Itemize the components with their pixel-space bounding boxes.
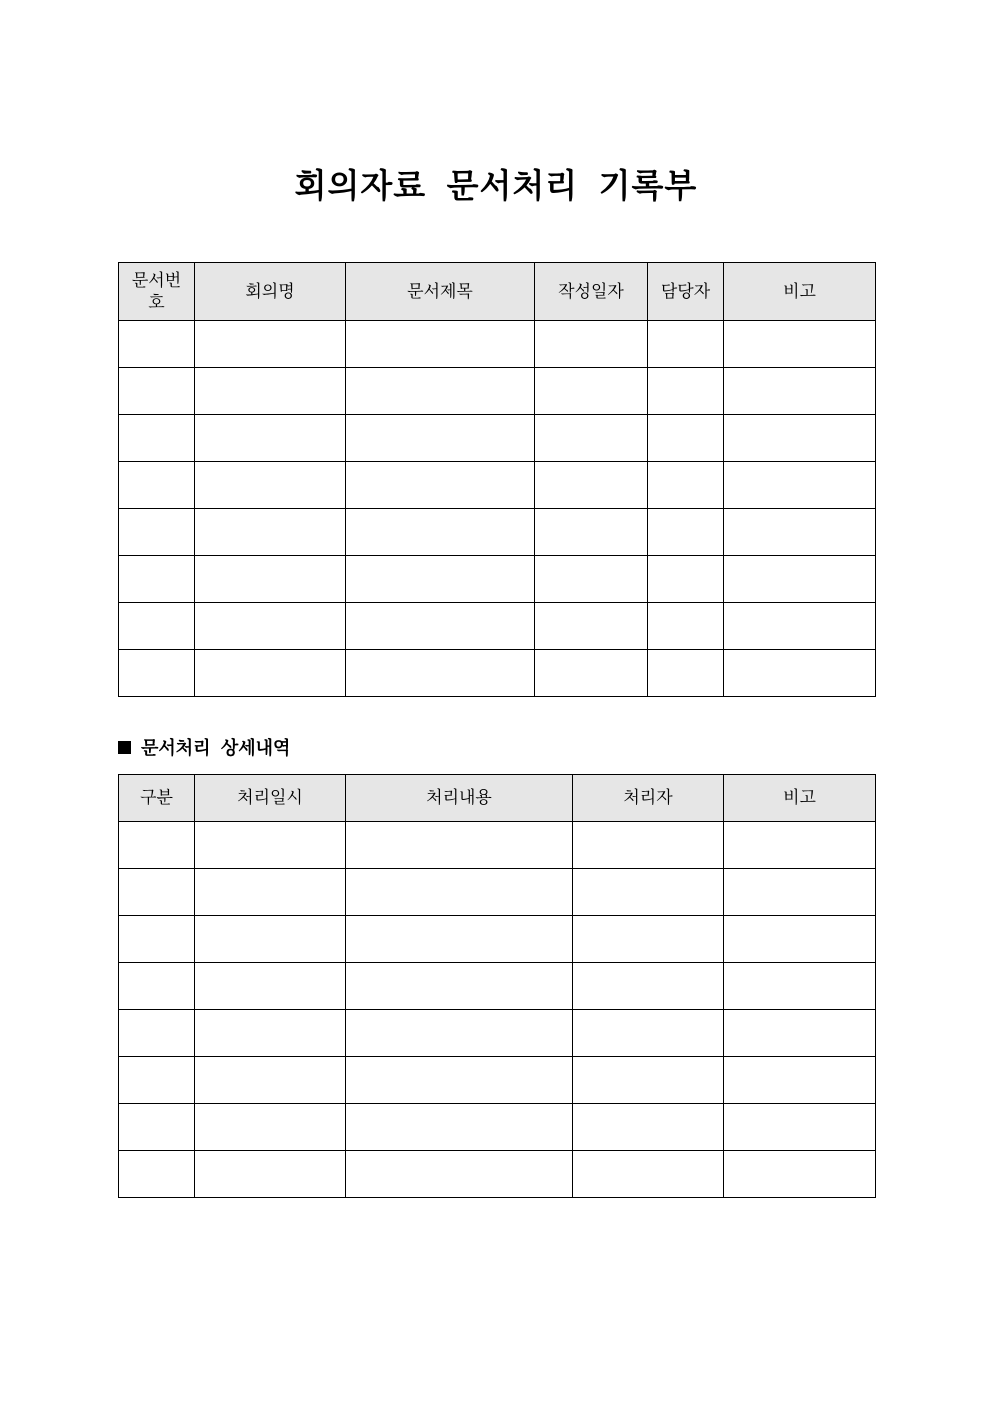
table-row	[119, 916, 876, 963]
table-cell[interactable]	[119, 963, 195, 1010]
table-cell[interactable]	[724, 603, 876, 650]
table-cell[interactable]	[119, 1057, 195, 1104]
table-row	[119, 415, 876, 462]
table-cell[interactable]	[724, 321, 876, 368]
table-cell[interactable]	[119, 415, 195, 462]
table-cell[interactable]	[724, 509, 876, 556]
table-cell[interactable]	[195, 916, 346, 963]
table-cell[interactable]	[573, 963, 724, 1010]
table-row	[119, 603, 876, 650]
table-cell[interactable]	[724, 1057, 876, 1104]
table-cell[interactable]	[573, 822, 724, 869]
table-cell[interactable]	[535, 556, 648, 603]
document-log-table	[118, 262, 876, 697]
header-processed-at: 처리일시	[195, 775, 346, 822]
table-row	[119, 462, 876, 509]
table-cell[interactable]	[119, 1010, 195, 1057]
table-cell[interactable]	[195, 462, 346, 509]
table-cell[interactable]	[346, 869, 573, 916]
header-doc-title: 문서제목	[346, 263, 535, 321]
table-cell[interactable]	[724, 650, 876, 697]
table-cell[interactable]	[346, 556, 535, 603]
header-doc-number: 문서번호	[119, 263, 195, 321]
table-row	[119, 869, 876, 916]
table-row	[119, 321, 876, 368]
table-cell[interactable]	[119, 509, 195, 556]
table-cell[interactable]	[346, 415, 535, 462]
table-cell[interactable]	[648, 321, 724, 368]
table-cell[interactable]	[195, 556, 346, 603]
table-row	[119, 822, 876, 869]
table-row	[119, 1151, 876, 1198]
table-cell[interactable]	[535, 321, 648, 368]
table-cell[interactable]	[724, 462, 876, 509]
header-processing-content: 처리내용	[346, 775, 573, 822]
header-remarks: 비고	[724, 263, 876, 321]
table-cell[interactable]	[346, 368, 535, 415]
table-cell[interactable]	[195, 368, 346, 415]
header-written-date: 작성일자	[535, 263, 648, 321]
table-row	[119, 1010, 876, 1057]
header-remarks: 비고	[724, 775, 876, 822]
table-cell[interactable]	[648, 462, 724, 509]
table-cell[interactable]	[195, 1010, 346, 1057]
header-meeting-name: 회의명	[195, 263, 346, 321]
table-row	[119, 1104, 876, 1151]
table-cell[interactable]	[119, 1104, 195, 1151]
table-cell[interactable]	[724, 963, 876, 1010]
table-cell[interactable]	[573, 1151, 724, 1198]
table-cell[interactable]	[346, 1057, 573, 1104]
table-cell[interactable]	[195, 1057, 346, 1104]
table-cell[interactable]	[195, 321, 346, 368]
table-cell[interactable]	[535, 462, 648, 509]
table-cell[interactable]	[535, 415, 648, 462]
table-cell[interactable]	[195, 509, 346, 556]
table-cell[interactable]	[195, 1151, 346, 1198]
table-cell[interactable]	[346, 1010, 573, 1057]
table-cell[interactable]	[119, 462, 195, 509]
table-cell[interactable]	[119, 822, 195, 869]
table-cell[interactable]	[648, 603, 724, 650]
header-person-in-charge: 담당자	[648, 263, 724, 321]
table-cell[interactable]	[119, 603, 195, 650]
table-cell[interactable]	[648, 509, 724, 556]
table-cell[interactable]	[724, 822, 876, 869]
table-cell[interactable]	[648, 415, 724, 462]
processing-detail-table	[118, 774, 876, 1198]
table-cell[interactable]	[195, 822, 346, 869]
table-cell[interactable]	[573, 1104, 724, 1151]
black-square-icon	[118, 741, 131, 754]
table-cell[interactable]	[648, 556, 724, 603]
table-cell[interactable]	[648, 650, 724, 697]
table-cell[interactable]	[346, 822, 573, 869]
table-cell[interactable]	[573, 1057, 724, 1104]
table-cell[interactable]	[119, 1151, 195, 1198]
table-cell[interactable]	[648, 368, 724, 415]
table-cell[interactable]	[195, 1104, 346, 1151]
table-row	[119, 1057, 876, 1104]
table-cell[interactable]	[573, 869, 724, 916]
page-title: 회의자료 문서처리 기록부	[294, 166, 698, 205]
table-cell[interactable]	[119, 321, 195, 368]
table-cell[interactable]	[346, 321, 535, 368]
header-processor: 처리자	[573, 775, 724, 822]
table-cell[interactable]	[346, 603, 535, 650]
table-cell[interactable]	[535, 509, 648, 556]
table-cell[interactable]	[119, 650, 195, 697]
table-cell[interactable]	[346, 916, 573, 963]
table-cell[interactable]	[573, 1010, 724, 1057]
table-cell[interactable]	[724, 916, 876, 963]
table-cell[interactable]	[724, 1010, 876, 1057]
table-cell[interactable]	[346, 462, 535, 509]
table-cell[interactable]	[119, 869, 195, 916]
table-cell[interactable]	[724, 368, 876, 415]
table-cell[interactable]	[573, 916, 724, 963]
table-cell[interactable]	[724, 1151, 876, 1198]
table-row	[119, 650, 876, 697]
table-cell[interactable]	[346, 509, 535, 556]
table-cell[interactable]	[119, 556, 195, 603]
table-cell[interactable]	[346, 1104, 573, 1151]
table-cell[interactable]	[724, 869, 876, 916]
table-header-row	[119, 263, 876, 321]
table-header-row	[119, 775, 876, 822]
table-row	[119, 509, 876, 556]
table-cell[interactable]	[119, 916, 195, 963]
section-heading	[118, 736, 290, 762]
table-cell[interactable]	[346, 650, 535, 697]
table-cell[interactable]	[535, 603, 648, 650]
table-row	[119, 963, 876, 1010]
table-cell[interactable]	[535, 650, 648, 697]
table-cell[interactable]	[195, 650, 346, 697]
table-cell[interactable]	[195, 869, 346, 916]
table-cell[interactable]	[346, 1151, 573, 1198]
header-category: 구분	[119, 775, 195, 822]
table-cell[interactable]	[195, 415, 346, 462]
table-cell[interactable]	[346, 963, 573, 1010]
table-row	[119, 556, 876, 603]
table-row	[119, 368, 876, 415]
table-cell[interactable]	[724, 1104, 876, 1151]
section-heading-label: 문서처리 상세내역	[141, 738, 291, 759]
table-cell[interactable]	[195, 963, 346, 1010]
table-cell[interactable]	[535, 368, 648, 415]
table-cell[interactable]	[724, 415, 876, 462]
table-cell[interactable]	[724, 556, 876, 603]
table-cell[interactable]	[119, 368, 195, 415]
table-cell[interactable]	[195, 603, 346, 650]
